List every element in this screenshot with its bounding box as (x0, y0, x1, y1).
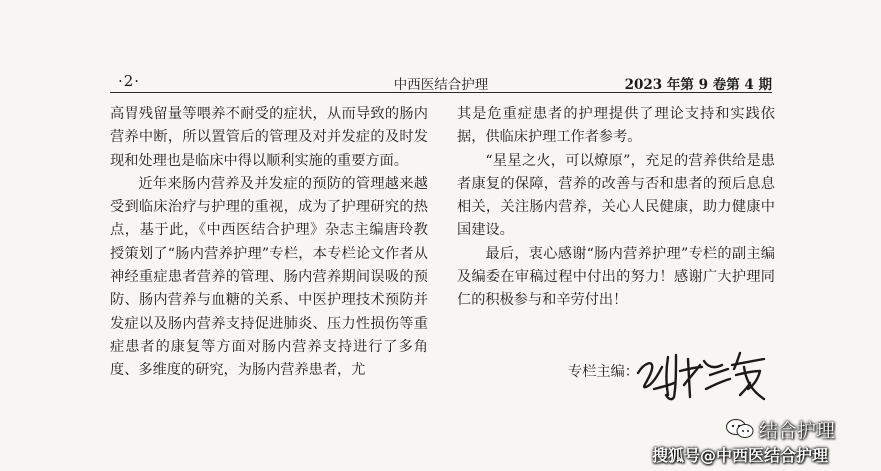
paragraph: 高胃残留量等喂养不耐受的症状，从而导致的肠内营养中断，所以置管后的管理及对并发症的及时发现和处理也是临床中得以顺利实施的重要方面。 (110, 106, 428, 169)
watermark-source: 搜狐号@中西医结合护理 (652, 446, 829, 465)
left-column (110, 103, 428, 383)
paragraph: 其是危重症患者的护理提供了理论支持和实践依据，供临床护理工作者参考。 (457, 106, 775, 146)
right-column (457, 103, 775, 313)
signature-label: 专栏主编： (568, 364, 639, 380)
watermark-brand (725, 417, 835, 441)
editor-signature-block (568, 345, 778, 405)
paragraph: 近年来肠内营养及并发症的预防的管理越来越受到临床治疗与护理的重视，成为了护理研究的热点，基于此，《中西医结合护理》杂志主编唐玲教授策划了“肠内营养护理”专栏，本专栏论文作者从神经重症患者营养的管理、肠内营养期间误吸的预防、肠内营养与血糖的关系、中医护理技术预防并发症以及肠内营养支持促进肺炎、压力性损伤等重症患者的康复等方面对肠内营养支持进行了多角度、多维度的研究，为肠内营养患者，尤 (110, 175, 428, 379)
handwritten-signature (632, 345, 772, 405)
header-rule (110, 92, 772, 93)
paragraph: 最后，衷心感谢“肠内营养护理”专栏的副主编及编委在审稿过程中付出的努力！感谢广大护理同仁的积极参与和辛劳付出！ (457, 245, 775, 309)
paragraph: “星星之火，可以燎原”，充足的营养供给是患者康复的保障，营养的改善与否和患者的预后息息相关，关注肠内营养，关心人民健康，助力健康中国建设。 (457, 152, 775, 239)
page-number: ·2· (118, 72, 141, 90)
watermark-brand-text: 结合护理 (759, 419, 836, 442)
wechat-icon (725, 418, 755, 440)
issue-info: 2023 年第 9 卷第 4 期 (624, 77, 772, 93)
running-header (110, 70, 772, 92)
journal-title: 中西医结合护理 (393, 77, 489, 93)
